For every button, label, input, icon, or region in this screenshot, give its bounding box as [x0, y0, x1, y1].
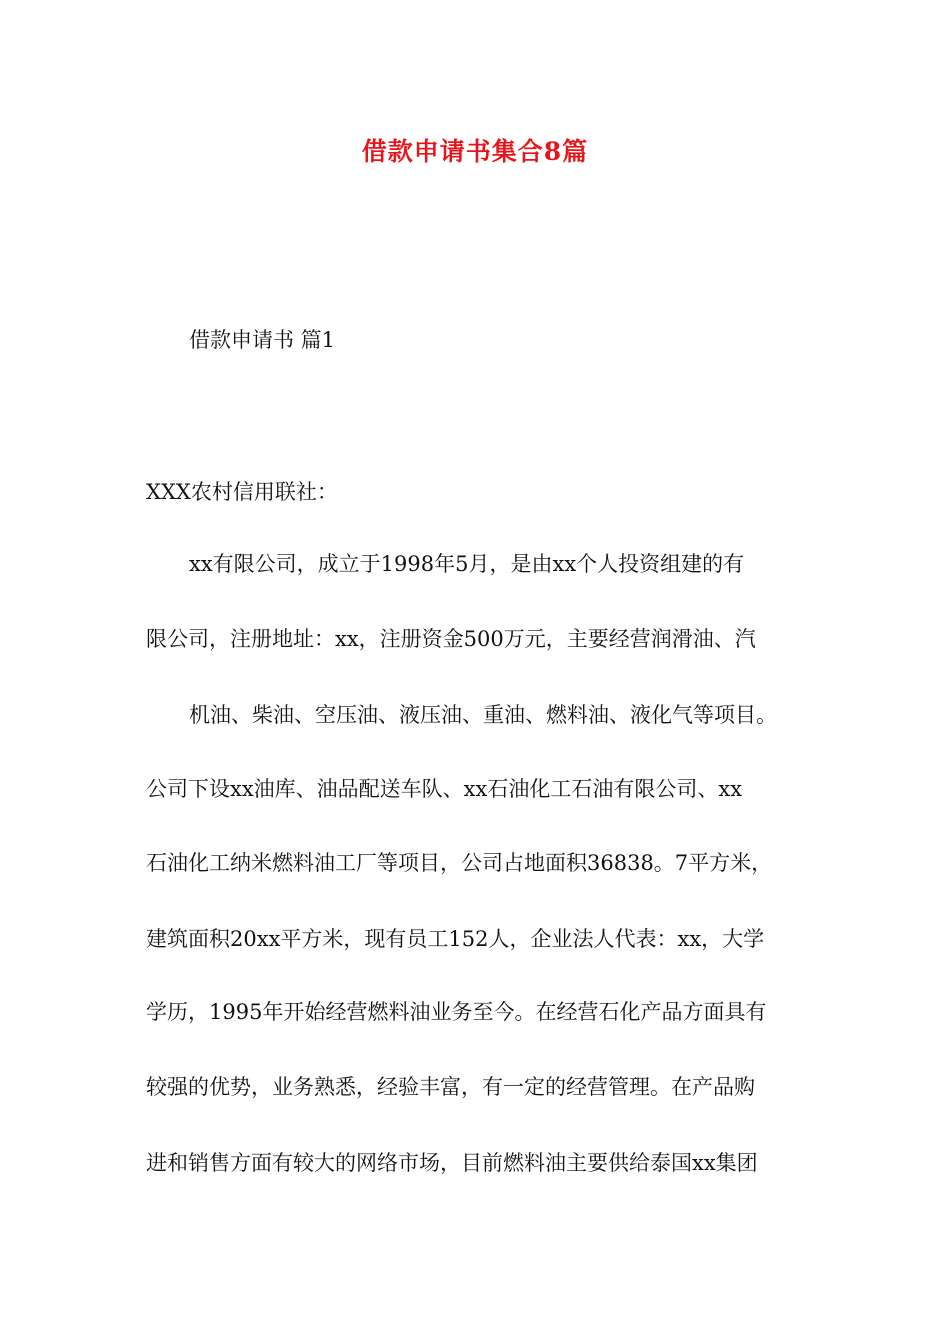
- body-line-4: 公司下设xx油库、油品配送车队、xx石油化工石油有限公司、xx: [146, 777, 743, 801]
- body-line-7: 学历，1995年开始经营燃料油业务至今。在经营石化产品方面具有: [146, 1000, 767, 1024]
- body-line-2: 限公司，注册地址：xx，注册资金500万元，主要经营润滑油、汽: [146, 627, 756, 651]
- body-line-3: 机油、柴油、空压油、液压油、重油、燃料油、液化气等项目。: [189, 703, 777, 727]
- body-line-1: xx有限公司，成立于1998年5月，是由xx个人投资组建的有: [189, 552, 745, 576]
- section-heading: 借款申请书 篇1: [189, 328, 336, 352]
- body-line-9: 进和销售方面有较大的网络市场，目前燃料油主要供给泰国xx集团: [146, 1151, 758, 1175]
- salutation: XXX农村信用联社：: [146, 480, 338, 504]
- body-line-5: 石油化工纳米燃料油工厂等项目，公司占地面积36838。7平方米，: [146, 851, 773, 875]
- body-line-6: 建筑面积20xx平方米，现有员工152人，企业法人代表：xx，大学: [146, 927, 765, 951]
- document-title: 借款申请书集合8篇: [361, 137, 589, 166]
- body-line-8: 较强的优势，业务熟悉，经验丰富，有一定的经营管理。在产品购: [146, 1075, 755, 1099]
